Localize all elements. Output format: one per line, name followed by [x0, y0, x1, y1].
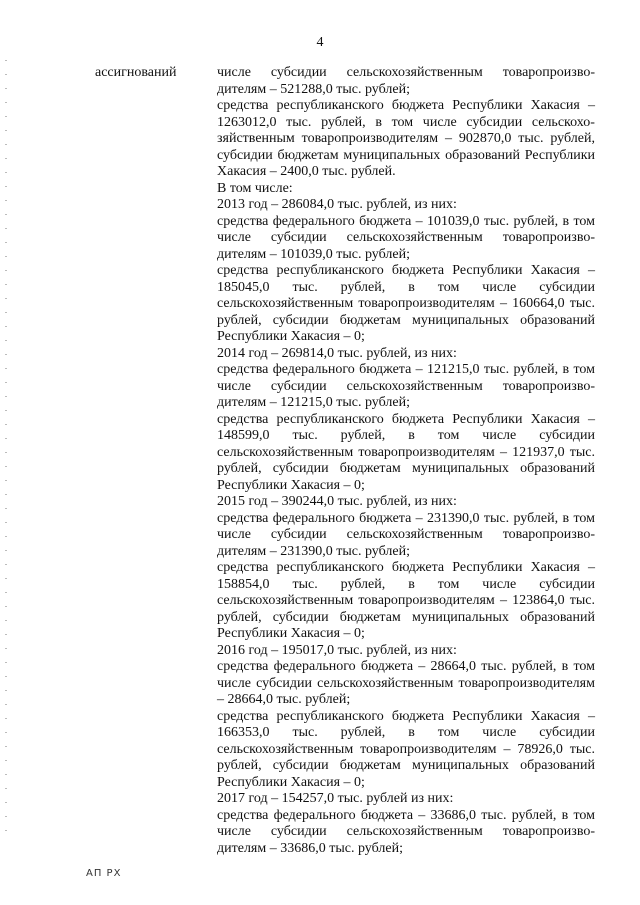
text-word: Хакасия [530, 98, 580, 113]
text-word: тыс. [483, 510, 510, 526]
text-word: федерального [272, 213, 355, 229]
text-word: образований [520, 758, 595, 773]
text-word: зяйственным [217, 131, 295, 146]
text-word: том [573, 213, 595, 229]
text-word: федерального [273, 807, 356, 823]
text-line [217, 214, 595, 231]
text-line: 2013 год – 286084,0 тыс. рублей, из них: [217, 197, 457, 212]
text-word: республиканского [276, 560, 384, 575]
text-word: тыс. [481, 659, 507, 674]
text-word: 902870,0 [458, 131, 512, 146]
text-line [217, 131, 595, 148]
text-word: субсидии [539, 576, 595, 592]
text-line [217, 824, 595, 841]
text-line [217, 461, 595, 478]
text-word: в [562, 362, 570, 377]
text-word: рублей, [321, 114, 366, 130]
text-word: бюджета [391, 411, 445, 427]
text-word: тыс. [518, 131, 544, 146]
text-word: числе [482, 725, 517, 740]
text-word: Республики [452, 560, 523, 575]
text-word: 121937,0 [512, 444, 565, 460]
text-word: 101039,0 [427, 213, 480, 229]
text-word: сельскохозяйственным [346, 378, 483, 394]
text-word: товаропроизво- [502, 527, 595, 542]
text-word: федерального [273, 659, 356, 674]
text-word: том [573, 510, 595, 526]
text-word: рублей, [511, 659, 557, 674]
text-word: бюджетам [339, 461, 401, 476]
text-line [217, 593, 595, 610]
text-line [217, 296, 595, 313]
text-line: В том числе: [217, 180, 293, 196]
text-line: дителям – 121215,0 тыс. рублей; [217, 395, 410, 410]
text-word: – [415, 362, 423, 377]
text-word: товаропроизво- [502, 230, 595, 245]
text-word: тыс. [483, 362, 510, 377]
text-word: – [587, 560, 595, 575]
text-word: в [561, 659, 569, 674]
text-word: Республики [452, 708, 523, 724]
text-word: том [437, 279, 460, 295]
text-word: субсидии [270, 378, 327, 394]
text-word: числе [482, 279, 517, 295]
text-line [217, 758, 595, 775]
body-text [217, 65, 595, 857]
text-word: в [561, 807, 569, 823]
text-word: рублей, [217, 461, 262, 476]
text-word: средства [217, 362, 269, 377]
text-word: – [415, 213, 423, 229]
text-word: субсидии [272, 609, 329, 625]
text-word: числе [217, 65, 251, 80]
text-word: сельскохозяйственным [346, 230, 483, 245]
text-word: бюджета [391, 708, 445, 724]
text-word: муниципальных [411, 461, 509, 476]
text-word: федерального [272, 510, 355, 526]
text-word: 148599,0 [217, 428, 270, 443]
text-word: 160664,0 [512, 296, 565, 311]
text-word: тыс. [569, 296, 595, 311]
text-line [217, 115, 595, 132]
text-word: муниципальных [411, 609, 509, 625]
text-word: сельскохозяйственным [217, 444, 354, 460]
text-word: товаропроизводителям [458, 675, 595, 691]
text-word: бюджета [359, 510, 412, 526]
text-word: субсидии [270, 65, 327, 80]
text-word: рублей, [511, 807, 557, 823]
text-line [217, 428, 595, 445]
text-word: Хакасия [530, 708, 580, 724]
text-word: субсидии [539, 428, 595, 443]
text-word: рублей, [340, 279, 386, 295]
text-word: бюджетам [339, 758, 401, 773]
text-word: муниципальных [411, 758, 509, 773]
text-word: рублей, [340, 428, 386, 443]
text-line: Республики Хакасия – 0; [217, 774, 365, 790]
text-word: том [573, 659, 595, 674]
text-word: в [562, 213, 570, 229]
text-word: – [499, 593, 507, 608]
text-word: бюджетам [339, 609, 401, 625]
text-word: субсидии [272, 461, 329, 476]
text-word: бюджета [391, 263, 445, 278]
text-word: 231390,0 [427, 510, 480, 526]
text-word: республиканского [276, 263, 384, 278]
text-line: дителям – 33686,0 тыс. рублей; [217, 840, 403, 856]
text-word: 185045,0 [217, 279, 270, 295]
text-line [217, 280, 595, 297]
text-line [217, 725, 595, 742]
text-word: том [437, 725, 460, 740]
text-word: Хакасия [530, 263, 580, 278]
text-word: субсидии [270, 230, 327, 245]
text-word: – [587, 98, 595, 113]
text-word: товаропроизво- [502, 378, 595, 394]
text-line [217, 412, 595, 429]
text-word: числе [422, 114, 457, 130]
text-word: числе [217, 378, 251, 394]
text-word: субсидии [217, 147, 273, 163]
text-line: 2016 год – 195017,0 тыс. рублей, из них: [217, 642, 457, 658]
text-word: средства [217, 263, 269, 278]
text-word: товаропроизво- [502, 65, 595, 80]
text-word: 158854,0 [217, 576, 270, 592]
text-word: товаропроизводителям [360, 741, 497, 757]
text-line [217, 65, 595, 82]
text-word: федерального [272, 362, 355, 377]
text-word: муниципальных [411, 312, 509, 328]
text-word: сельскохозяйственным [217, 593, 354, 608]
text-word: муниципальных [343, 147, 441, 163]
text-word: тыс. [481, 807, 507, 823]
text-line [217, 676, 595, 693]
text-word: сельскохозяйственным [346, 527, 483, 542]
text-word: средства [217, 560, 269, 575]
text-word: бюджетам [277, 147, 339, 163]
text-word: рублей, [513, 510, 559, 526]
text-word: сельскохозяйственным [346, 65, 483, 80]
text-word: – [499, 444, 507, 460]
text-word: бюджета [391, 98, 445, 113]
text-word: субсидии [272, 758, 329, 773]
text-word: тыс. [292, 576, 318, 592]
text-word: в [375, 114, 382, 130]
text-word: в [408, 576, 415, 592]
scan-edge-marks [5, 60, 7, 840]
footer-mark: АП РХ [86, 868, 122, 879]
text-word: субсидии [270, 824, 327, 839]
text-word: том [391, 114, 414, 130]
text-word: 123864,0 [512, 593, 565, 608]
text-word: средства [217, 708, 269, 724]
text-word: числе [217, 230, 251, 245]
text-line [217, 560, 595, 577]
text-word: Республики [524, 147, 595, 163]
text-word: республиканского [276, 708, 384, 724]
text-word: тыс. [483, 213, 510, 229]
text-word: тыс. [569, 444, 595, 460]
text-word: сельскохозяйственным [217, 296, 354, 311]
column-label-assignments: ассигнований [95, 65, 177, 80]
text-line [217, 808, 595, 825]
text-line [217, 445, 595, 462]
text-word: рублей, [217, 609, 262, 625]
text-word: средства [217, 659, 269, 674]
text-word: тыс. [569, 593, 595, 608]
text-word: республиканского [276, 98, 384, 113]
text-word: том [437, 428, 460, 443]
text-word: 121215,0 [427, 362, 480, 377]
page-number: 4 [316, 35, 324, 50]
text-line: 2017 год – 154257,0 тыс. рублей из них: [217, 791, 454, 806]
text-word: рублей, [340, 576, 386, 592]
text-word: субсидии [272, 312, 329, 328]
text-word: том [437, 576, 460, 592]
text-word: тыс. [286, 114, 312, 130]
text-word: – [444, 131, 452, 146]
text-word: – [415, 510, 423, 526]
text-word: бюджета [360, 659, 414, 674]
text-word: рублей, [340, 725, 386, 740]
text-word: Хакасия [530, 560, 580, 575]
text-word: Республики [452, 411, 523, 427]
text-word: числе [217, 824, 251, 839]
text-word: образований [520, 609, 595, 625]
text-line: Республики Хакасия – 0; [217, 329, 365, 344]
text-word: тыс. [292, 725, 318, 740]
text-word: – [499, 296, 507, 311]
text-line [217, 742, 595, 759]
text-line: дителям – 231390,0 тыс. рублей; [217, 543, 410, 559]
text-word: рублей, [217, 312, 262, 328]
text-word: – [418, 807, 426, 823]
text-word: 1263012,0 [217, 114, 277, 130]
text-line: 2014 год – 269814,0 тыс. рублей, из них: [217, 345, 457, 361]
text-line: дителям – 101039,0 тыс. рублей; [217, 246, 410, 262]
text-word: числе [482, 428, 517, 443]
text-word: бюджета [359, 213, 412, 229]
text-word: числе [217, 527, 251, 542]
text-line [217, 379, 595, 396]
text-line: дителям – 521288,0 тыс. рублей; [217, 81, 410, 97]
text-word: 33686,0 [430, 807, 477, 823]
text-word: – [418, 659, 426, 674]
text-word: субсидии [539, 279, 595, 295]
text-word: – [503, 741, 511, 757]
text-word: субсидии [466, 114, 523, 130]
text-word: товаропроизводителям [358, 296, 495, 311]
text-line [217, 709, 595, 726]
text-line [217, 659, 595, 676]
text-word: в [562, 510, 570, 526]
text-word: бюджетам [339, 312, 401, 328]
text-word: – [587, 708, 595, 724]
text-word: тыс. [569, 741, 595, 757]
text-word: средства [217, 807, 269, 823]
text-line: – 28664,0 тыс. рублей; [217, 692, 351, 707]
text-word: товаропроизво- [502, 824, 595, 839]
text-word: субсидии [539, 725, 595, 740]
text-word: в [408, 279, 415, 295]
text-word: образований [520, 461, 595, 476]
text-word: бюджета [359, 362, 412, 377]
text-line [217, 98, 595, 115]
text-word: в [408, 725, 415, 740]
text-line [217, 610, 595, 627]
text-word: рублей, [217, 758, 262, 773]
text-word: тыс. [292, 279, 318, 295]
text-word: 78926,0 [517, 741, 563, 757]
text-line: 2015 год – 390244,0 тыс. рублей, из них: [217, 494, 457, 509]
text-line [217, 263, 595, 280]
text-line [217, 527, 595, 544]
text-word: – [587, 263, 595, 278]
text-line [217, 577, 595, 594]
text-word: тыс. [292, 428, 318, 443]
text-word: том [573, 807, 595, 823]
text-word: субсидии [270, 527, 327, 542]
text-word: рублей, [513, 213, 559, 229]
text-word: в [408, 428, 415, 443]
text-word: образований [445, 147, 520, 163]
text-word: сельскохозяйственным [317, 675, 454, 691]
text-line: Хакасия – 2400,0 тыс. рублей. [217, 164, 396, 179]
text-word: Республики [452, 98, 523, 113]
text-word: Хакасия [530, 411, 580, 427]
text-word: 28664,0 [430, 659, 477, 674]
text-line [217, 148, 595, 165]
text-word: сельскохозяйственным [217, 741, 354, 757]
text-line [217, 230, 595, 247]
text-word: товаропроизводителям [301, 131, 439, 146]
text-word: бюджета [391, 560, 445, 575]
text-word: товаропроизводителям [358, 444, 495, 460]
text-word: средства [217, 213, 269, 229]
text-word: средства [217, 510, 269, 526]
text-line: Республики Хакасия – 0; [217, 477, 365, 493]
text-line [217, 313, 595, 330]
text-word: товаропроизводителям [358, 593, 495, 608]
text-word: числе [217, 675, 251, 691]
text-line [217, 362, 595, 379]
text-word: – [587, 411, 595, 427]
text-word: субсидии [256, 675, 312, 691]
text-word: сельскохо- [531, 114, 595, 130]
text-word: рублей, [513, 362, 559, 377]
text-word: средства [217, 98, 269, 113]
text-word: бюджета [360, 807, 414, 823]
text-word: республиканского [276, 411, 384, 427]
text-word: рублей, [550, 131, 595, 146]
text-line: Республики Хакасия – 0; [217, 626, 365, 641]
text-word: Республики [452, 263, 523, 278]
text-word: 166353,0 [217, 725, 270, 740]
text-line [217, 511, 595, 528]
text-word: том [573, 362, 595, 377]
text-word: средства [217, 411, 269, 427]
text-word: числе [482, 576, 517, 592]
text-word: сельскохозяйственным [346, 824, 483, 839]
text-word: образований [520, 312, 595, 328]
